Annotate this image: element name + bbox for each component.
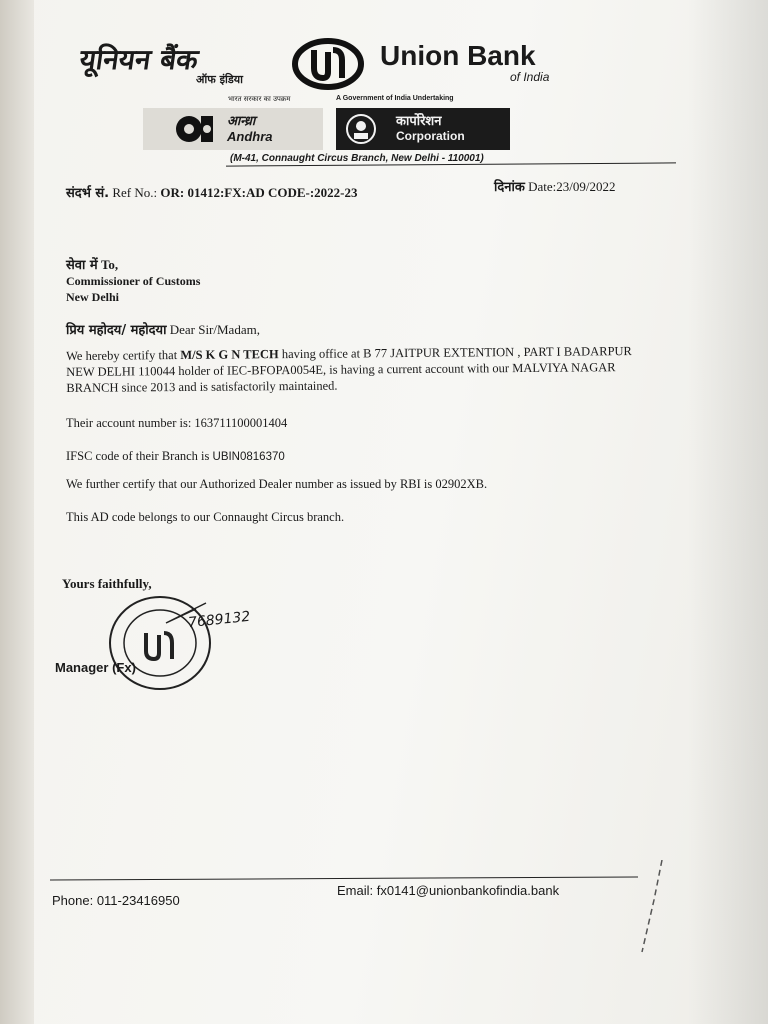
to-hindi: सेवा में bbox=[66, 258, 98, 273]
bank-name-english: Union Bank bbox=[380, 40, 536, 71]
certification-paragraph bbox=[66, 343, 646, 396]
date-line bbox=[494, 177, 615, 195]
account-number-line: Their account number is: 163711100001404 bbox=[66, 416, 288, 430]
date-label: Date: bbox=[528, 179, 557, 194]
bank-sub-hindi: ऑफ इंडिया bbox=[196, 73, 243, 86]
addressee-city: New Delhi bbox=[66, 290, 119, 304]
reference-line bbox=[66, 183, 358, 201]
signatory-title: Manager (Fx) bbox=[55, 660, 136, 675]
signature-number: 7689132 bbox=[187, 608, 252, 632]
corporation-hindi: कार्पोरेशन bbox=[396, 114, 442, 129]
date-value: 23/09/2022 bbox=[556, 179, 616, 194]
undertaking-english: A Government of India Undertaking bbox=[336, 95, 454, 102]
bank-sub-english: of India bbox=[510, 70, 550, 84]
salutation bbox=[66, 320, 260, 338]
ref-label: Ref No.: bbox=[112, 185, 158, 200]
union-bank-logo-icon bbox=[292, 38, 364, 90]
page-shadow-right bbox=[688, 0, 768, 1024]
addressee-title: Commissioner of Customs bbox=[66, 274, 201, 288]
corporation-emblem-icon bbox=[344, 112, 378, 146]
to-line bbox=[66, 255, 118, 273]
ifsc-line bbox=[66, 449, 285, 464]
bank-name-hindi: यूनियन बैंक bbox=[77, 43, 201, 76]
dealer-number-line: We further certify that our Authorized Dealer number as issued by RBI is 02902XB. bbox=[66, 477, 488, 491]
footer-email: Email: fx0141@unionbankofindia.bank bbox=[337, 883, 560, 898]
andhra-bank-logo-block bbox=[143, 108, 323, 150]
andhra-bank-logo-icon bbox=[173, 112, 219, 146]
footer-phone: Phone: 011-23416950 bbox=[52, 893, 180, 908]
salutation-english: Dear Sir/Madam, bbox=[169, 322, 260, 337]
corporation-bank-logo-block bbox=[336, 108, 510, 150]
paragraph-intro: We hereby certify that bbox=[66, 348, 181, 363]
ref-number: OR: 01412:FX:AD CODE-:2022-23 bbox=[160, 185, 358, 200]
bank-seal-stamp-icon bbox=[106, 593, 214, 693]
branch-address: (M-41, Connaught Circus Branch, New Delhi - 110001) bbox=[230, 153, 484, 164]
undertaking-hindi: भारत सरकार का उपक्रम bbox=[228, 95, 291, 103]
ifsc-label: IFSC code of their Branch is bbox=[66, 449, 213, 463]
corporation-english: Corporation bbox=[396, 129, 465, 143]
company-name: M/S K G N TECH bbox=[180, 347, 279, 363]
closing: Yours faithfully, bbox=[62, 576, 152, 591]
to-label: To, bbox=[100, 257, 119, 272]
andhra-english: Andhra bbox=[227, 129, 273, 144]
ref-label-hindi: संदर्भ सं. bbox=[66, 186, 110, 201]
ad-code-branch-line: This AD code belongs to our Connaught Circus branch. bbox=[66, 510, 345, 524]
ifsc-code: UBIN0816370 bbox=[212, 451, 285, 463]
andhra-hindi: आन्ध्रा bbox=[227, 114, 256, 129]
page-shadow-left bbox=[0, 0, 34, 1024]
paragraph-body: having office at B 77 JAITPUR EXTENTION , PART I BADARPUR NEW DELHI 110044 holder of IEC-BFOPA0054E, is having a current account with our MALVIYA NAGAR BRANCH since 2013 and is satisfactorily maintained. bbox=[66, 344, 632, 395]
salutation-hindi: प्रिय महोदय/ महोदया bbox=[66, 323, 167, 338]
paper-crease-mark bbox=[632, 860, 672, 960]
date-label-hindi: दिनांक bbox=[494, 180, 525, 195]
